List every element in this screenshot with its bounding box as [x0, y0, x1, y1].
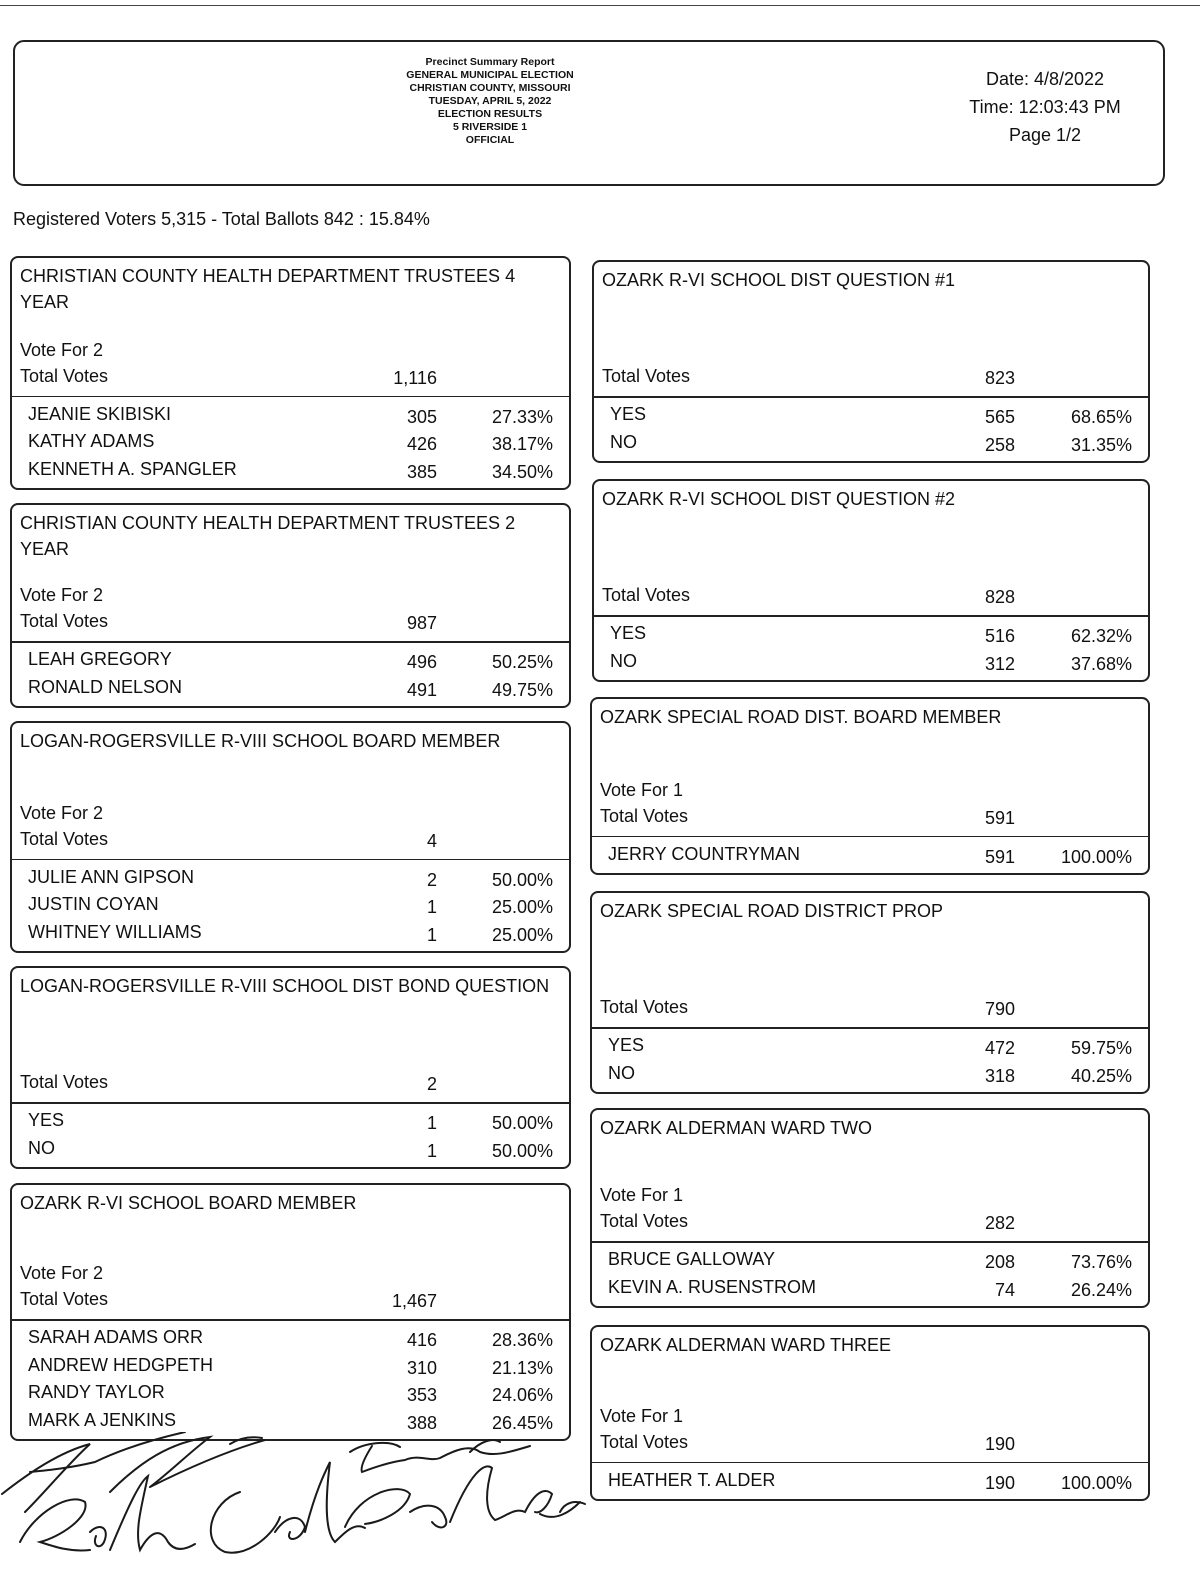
total-votes-label: Total Votes [602, 585, 691, 605]
choice-percent: 34.50% [491, 461, 553, 482]
results-divider [594, 396, 1148, 398]
choice-percent: 31.35% [1070, 434, 1132, 455]
total-votes-value: 823 [984, 368, 1015, 388]
choice-percent: 68.65% [1070, 407, 1132, 427]
choice-name: HEATHER T. ALDER [608, 1469, 776, 1490]
choice-name: ANDREW HEDGPETH [28, 1354, 214, 1375]
choice-votes: 426 [406, 434, 437, 454]
choice-votes: 190 [984, 1472, 1015, 1493]
contest-box [10, 966, 571, 1169]
choice-votes: 388 [406, 1412, 437, 1433]
contest-title: OZARK R-VI SCHOOL BOARD MEMBER [20, 1193, 357, 1213]
total-votes-value: 790 [984, 999, 1015, 1019]
results-divider [12, 1102, 569, 1104]
choice-name: NO [28, 1137, 55, 1158]
choice-votes: 416 [406, 1330, 437, 1350]
result-row [12, 1355, 569, 1382]
choice-percent: 49.75% [491, 679, 553, 700]
choice-percent: 50.00% [491, 1140, 553, 1161]
contest-title: OZARK ALDERMAN WARD TWO [600, 1118, 873, 1138]
choice-votes: 2 [426, 869, 437, 890]
result-row [12, 649, 569, 676]
result-row [12, 1327, 569, 1354]
report-time: Time: 12:03:43 PM [969, 97, 1121, 117]
choice-votes: 591 [984, 846, 1015, 867]
results-divider [12, 1319, 569, 1321]
choice-name: JUSTIN COYAN [28, 894, 159, 914]
result-row [12, 867, 569, 894]
signature-5 [345, 1466, 585, 1527]
result-row [12, 431, 569, 458]
total-votes-value: 1,116 [393, 367, 437, 388]
registered-voters-summary: Registered Voters 5,315 - Total Ballots 842 : 15.84% [13, 209, 430, 229]
choice-percent: 62.32% [1070, 626, 1132, 646]
choice-votes: 1 [426, 1140, 437, 1161]
contest-title: CHRISTIAN COUNTY HEALTH DEPARTMENT TRUSTEES 4 YEAR [20, 266, 516, 312]
page-number: Page 1/2 [1008, 125, 1082, 145]
choice-votes: 1 [426, 924, 437, 945]
choice-votes: 491 [406, 679, 437, 700]
total-votes-label: Total Votes [20, 611, 109, 631]
choice-votes: 385 [406, 461, 437, 482]
contest-box [10, 1183, 571, 1441]
contest-title: LOGAN-ROGERSVILLE R-VIII SCHOOL BOARD MEMBER [20, 731, 501, 751]
total-votes-label: Total Votes [600, 997, 689, 1017]
vote-for-label: Vote For 2 [20, 802, 104, 823]
choice-percent: 38.17% [491, 434, 553, 454]
contest-box [10, 256, 571, 490]
contest-box [590, 1325, 1150, 1501]
choice-name: BRUCE GALLOWAY [608, 1249, 776, 1269]
jurisdiction: CHRISTIAN COUNTY, MISSOURI [409, 82, 571, 94]
report-header [13, 40, 1165, 186]
choice-votes: 472 [984, 1038, 1015, 1058]
report-date: Date: 4/8/2022 [985, 69, 1105, 89]
result-row [12, 1138, 569, 1165]
choice-name: RANDY TAYLOR [28, 1382, 165, 1402]
contest-box [10, 503, 571, 708]
results-divider [592, 836, 1148, 838]
choice-name: MARK A JENKINS [28, 1409, 177, 1430]
choice-name: NO [610, 431, 637, 452]
result-row [12, 894, 569, 921]
contest-title: OZARK SPECIAL ROAD DIST. BOARD MEMBER [600, 707, 1002, 727]
result-row [594, 651, 1148, 678]
choice-votes: 258 [984, 434, 1015, 455]
total-votes-value: 190 [984, 1433, 1015, 1454]
choice-votes: 516 [984, 626, 1015, 646]
result-row [592, 1035, 1148, 1062]
results-divider [12, 641, 569, 643]
total-votes-value: 2 [426, 1074, 437, 1094]
total-votes-label: Total Votes [20, 1072, 109, 1092]
choice-name: LEAH GREGORY [28, 649, 172, 669]
choice-name: YES [28, 1110, 65, 1130]
choice-name: WHITNEY WILLIAMS [28, 921, 202, 942]
contest-box [592, 479, 1150, 682]
result-row [12, 1110, 569, 1137]
contest-box [590, 1108, 1150, 1308]
total-votes-value: 1,467 [391, 1291, 437, 1311]
results-divider [594, 615, 1148, 617]
vote-for-label: Vote For 2 [20, 585, 104, 605]
choice-percent: 100.00% [1060, 846, 1132, 867]
choice-name: YES [608, 1035, 645, 1055]
choice-votes: 310 [406, 1357, 437, 1378]
vote-for-label: Vote For 1 [600, 1405, 684, 1426]
contest-title: OZARK R-VI SCHOOL DIST QUESTION #2 [602, 489, 956, 509]
choice-votes: 74 [994, 1279, 1015, 1300]
choice-percent: 37.68% [1070, 653, 1132, 674]
result-row [12, 459, 569, 486]
signatures [0, 1432, 620, 1589]
signature-4 [350, 1440, 530, 1472]
result-row [592, 844, 1148, 871]
official-label: OFFICIAL [465, 134, 515, 146]
results-divider [592, 1462, 1148, 1464]
contest-title: LOGAN-ROGERSVILLE R-VIII SCHOOL DIST BOND QUESTION [20, 976, 550, 996]
choice-percent: 59.75% [1070, 1038, 1132, 1058]
results-divider [592, 1027, 1148, 1029]
choice-percent: 100.00% [1060, 1472, 1132, 1493]
vote-for-label: Vote For 1 [600, 1185, 684, 1205]
choice-percent: 26.45% [491, 1412, 553, 1433]
report-title: Precinct Summary Report [425, 56, 555, 68]
choice-votes: 312 [984, 653, 1015, 674]
signature-2 [20, 1476, 195, 1550]
choice-name: SARAH ADAMS ORR [28, 1327, 204, 1347]
choice-votes: 1 [426, 897, 437, 917]
choice-percent: 25.00% [491, 897, 553, 917]
election-date: TUESDAY, APRIL 5, 2022 [428, 95, 552, 107]
results-label: ELECTION RESULTS [437, 108, 543, 120]
choice-percent: 21.13% [491, 1357, 553, 1378]
total-votes-label: Total Votes [600, 1431, 689, 1452]
choice-percent: 26.24% [1070, 1279, 1132, 1300]
choice-percent: 28.36% [491, 1330, 553, 1350]
signature-3 [211, 1462, 365, 1553]
total-votes-value: 987 [406, 613, 437, 633]
choice-name: KEVIN A. RUSENSTROM [608, 1276, 817, 1297]
result-row [12, 922, 569, 949]
results-divider [12, 396, 569, 398]
choice-name: YES [610, 623, 647, 643]
contest-box [592, 260, 1150, 463]
choice-votes: 1 [426, 1113, 437, 1133]
choice-name: KENNETH A. SPANGLER [28, 458, 237, 479]
result-row [594, 404, 1148, 431]
total-votes-label: Total Votes [20, 1289, 109, 1309]
total-votes-value: 4 [426, 830, 437, 851]
result-row [12, 1382, 569, 1409]
total-votes-value: 828 [984, 587, 1015, 607]
report-title-block [355, 56, 625, 147]
result-row [12, 677, 569, 704]
election-name: GENERAL MUNICIPAL ELECTION [406, 69, 574, 81]
total-votes-value: 282 [984, 1213, 1015, 1233]
choice-percent: 40.25% [1070, 1065, 1132, 1086]
choice-percent: 50.25% [491, 652, 553, 672]
result-row [592, 1063, 1148, 1090]
choice-percent: 50.00% [491, 1113, 553, 1133]
result-row [594, 432, 1148, 459]
contest-title: OZARK R-VI SCHOOL DIST QUESTION #1 [602, 270, 956, 290]
report-meta [935, 65, 1155, 149]
total-votes-label: Total Votes [602, 366, 691, 386]
choice-votes: 305 [406, 406, 437, 427]
result-row [592, 1249, 1148, 1276]
choice-votes: 496 [406, 652, 437, 672]
choice-percent: 24.06% [491, 1385, 553, 1405]
choice-name: YES [610, 404, 647, 424]
choice-name: JULIE ANN GIPSON [28, 866, 195, 887]
contest-title: OZARK ALDERMAN WARD THREE [600, 1335, 892, 1355]
choice-votes: 565 [984, 407, 1015, 427]
contest-title: OZARK SPECIAL ROAD DISTRICT PROP [600, 901, 944, 921]
choice-percent: 73.76% [1070, 1252, 1132, 1272]
contest-box [590, 891, 1150, 1094]
result-row [594, 623, 1148, 650]
choice-percent: 27.33% [491, 406, 553, 427]
total-votes-label: Total Votes [20, 828, 109, 849]
results-divider [592, 1241, 1148, 1243]
choice-name: NO [608, 1062, 635, 1083]
vote-for-label: Vote For 1 [600, 779, 684, 800]
total-votes-label: Total Votes [600, 805, 689, 826]
result-row [12, 404, 569, 431]
choice-name: KATHY ADAMS [28, 431, 155, 451]
vote-for-label: Vote For 2 [20, 339, 104, 360]
contest-title: CHRISTIAN COUNTY HEALTH DEPARTMENT TRUSTEES 2 YEAR [20, 513, 516, 559]
choice-name: RONALD NELSON [28, 676, 183, 697]
total-votes-value: 591 [984, 807, 1015, 828]
choice-percent: 50.00% [491, 869, 553, 890]
choice-votes: 353 [406, 1385, 437, 1405]
contest-box [10, 721, 571, 953]
choice-votes: 318 [984, 1065, 1015, 1086]
total-votes-label: Total Votes [600, 1211, 689, 1231]
choice-name: JERRY COUNTRYMAN [608, 843, 801, 864]
result-row [592, 1277, 1148, 1304]
total-votes-label: Total Votes [20, 365, 109, 386]
choice-votes: 208 [984, 1252, 1015, 1272]
choice-percent: 25.00% [491, 924, 553, 945]
results-divider [12, 859, 569, 861]
choice-name: NO [610, 650, 637, 671]
contest-box [590, 697, 1150, 875]
vote-for-label: Vote For 2 [20, 1263, 104, 1283]
precinct-name: 5 RIVERSIDE 1 [452, 121, 528, 133]
result-row [592, 1470, 1148, 1497]
choice-name: JEANIE SKIBISKI [28, 403, 172, 424]
top-rule [0, 5, 1200, 6]
